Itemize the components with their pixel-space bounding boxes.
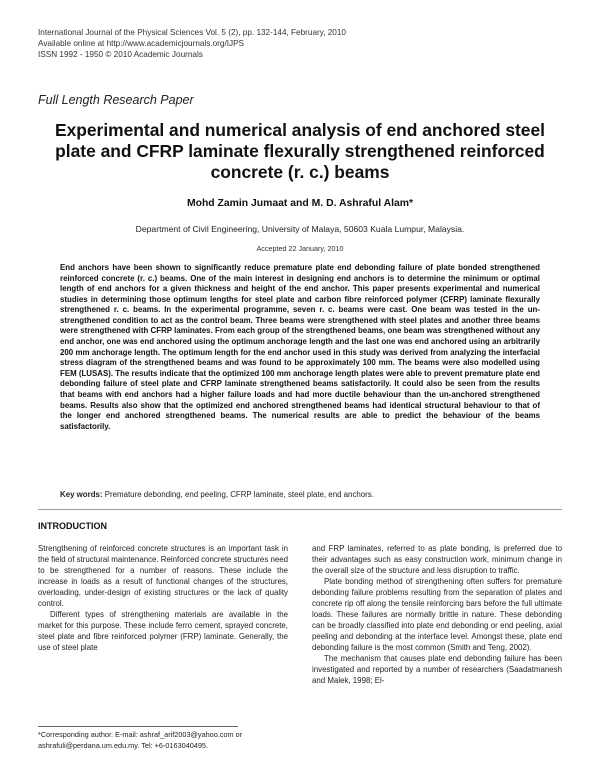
paragraph: Plate bonding method of strengthening often suffers for premature debonding failure problems resulting from the separation of plates and concrete rip off along the tensile reinforcing bars before the full ultimate loads. These failures are normally brittle in nature. These debonding can be broadly classified into plate end debonding or end peeling, axial peeling and debonding at the interface level. Amongst these, plate end debonding failure is the most common (Smith and Teng, 2002).	[312, 577, 562, 652]
keywords	[60, 490, 540, 499]
paper-type: Full Length Research Paper	[38, 93, 194, 107]
journal-citation: International Journal of the Physical Sciences Vol. 5 (2), pp. 132-144, February, 2010	[38, 28, 346, 37]
paper-title: Experimental and numerical analysis of end anchored steel plate and CFRP laminate flexurally strengthened reinforced concrete (r. c.) beams	[54, 120, 545, 182]
journal-url: Available online at http://www.academicjournals.org/IJPS	[38, 39, 245, 48]
paragraph: The mechanism that causes plate end debonding failure has been investigated and reported by a number of researchers (Saadatmanesh and Malek, 1998; El-	[312, 654, 562, 685]
keywords-label: Key words:	[60, 490, 103, 499]
journal-issn: ISSN 1992 - 1950 © 2010 Academic Journals	[38, 50, 203, 59]
accepted-date: Accepted 22 January, 2010	[256, 244, 344, 253]
authors: Mohd Zamin Jumaat and M. D. Ashraful Alam*	[186, 198, 414, 209]
footnote-line: ashrafuli@perdana.um.edu.my. Tel: +6-0163040495.	[38, 741, 209, 750]
paragraph: Strengthening of reinforced concrete structures is an important task in the field of structural maintenance. Reinforced concrete structures need to be strengthened for a number of reasons. These include the increase in loads as a result of functional changes of the structures, overloading, under-design of existing structures or the lack of quality control.	[38, 544, 289, 608]
abstract: End anchors have been shown to significantly reduce premature plate end debonding failure of plate bonded strengthened reinforced concrete (r. c.) beams. One of the main interest in designing end anchors is to determine the minimum or optimal length of end anchors for a given thickness and height of the end anchor. This paper presents experimental and numerical studies in determining those optimum lengths for steel plate and carbon fibre reinforced polymer (CFRP) laminate flexurally strengthened r. c. beams. In the experimental programme, seven r. c. beams were cast. One beam was tested in the un-strengthened condition to act as the control beam. Three beams were strengthened with steel plates and another three beams were strengthened with CFRP laminates. From each group of the strengthened beams, one beam was strengthened without any end anchor, one was end anchored using the optimum anchorage length and the last one was end anchored using an arbitrarily 200 mm anchorage length. The optimum length for the end anchor used in this study was derived from analyzing the interfacial stress diagram of the strengthened beams and was found to be approximately 100 mm. The beams were also modelled using FEM (LUSAS). The results indicate that the optimized 100 mm anchorage length plates were able to prevent premature plate end debonding failure of steel plate and CFRP laminate strengthened beams satisfactorily. It could also be seen from the results that beams with end anchors had a higher failure loads and had more ductile behaviour than the un-anchored strengthened beams. Results also show that the optimized end anchored strengthened beams had identical structural behaviour to that of the longer end anchored strengthened beams. The numerical results are able to predict the behaviour of the beams satisfactorily.	[60, 263, 540, 431]
footnote	[38, 729, 288, 751]
introduction-heading: INTRODUCTION	[38, 521, 107, 531]
footnote-line: *Corresponding author. E-mail: ashraf_arif2003@yahoo.com or	[38, 730, 243, 739]
affiliation: Department of Civil Engineering, University of Malaya, 50603 Kuala Lumpur, Malaysia.	[135, 224, 465, 234]
paragraph: Different types of strengthening materials are available in the market for this purpose. These include ferro cement, sprayed concrete, steel plate and fibre reinforced polymer (FRP) laminate. Generally, the use of steel plate	[38, 610, 288, 652]
section-divider	[38, 509, 562, 510]
body-column-left	[38, 543, 288, 653]
paragraph: and FRP laminates, referred to as plate bonding, is preferred due to their advantages such as easy construction work, minimum change in the overall size of the structure and less disruption to traffic.	[312, 544, 562, 575]
keywords-text: Premature debonding, end peeling, CFRP laminate, steel plate, end anchors.	[104, 490, 374, 499]
journal-header	[38, 27, 346, 60]
footnote-divider	[38, 726, 238, 727]
body-column-right	[312, 543, 562, 686]
